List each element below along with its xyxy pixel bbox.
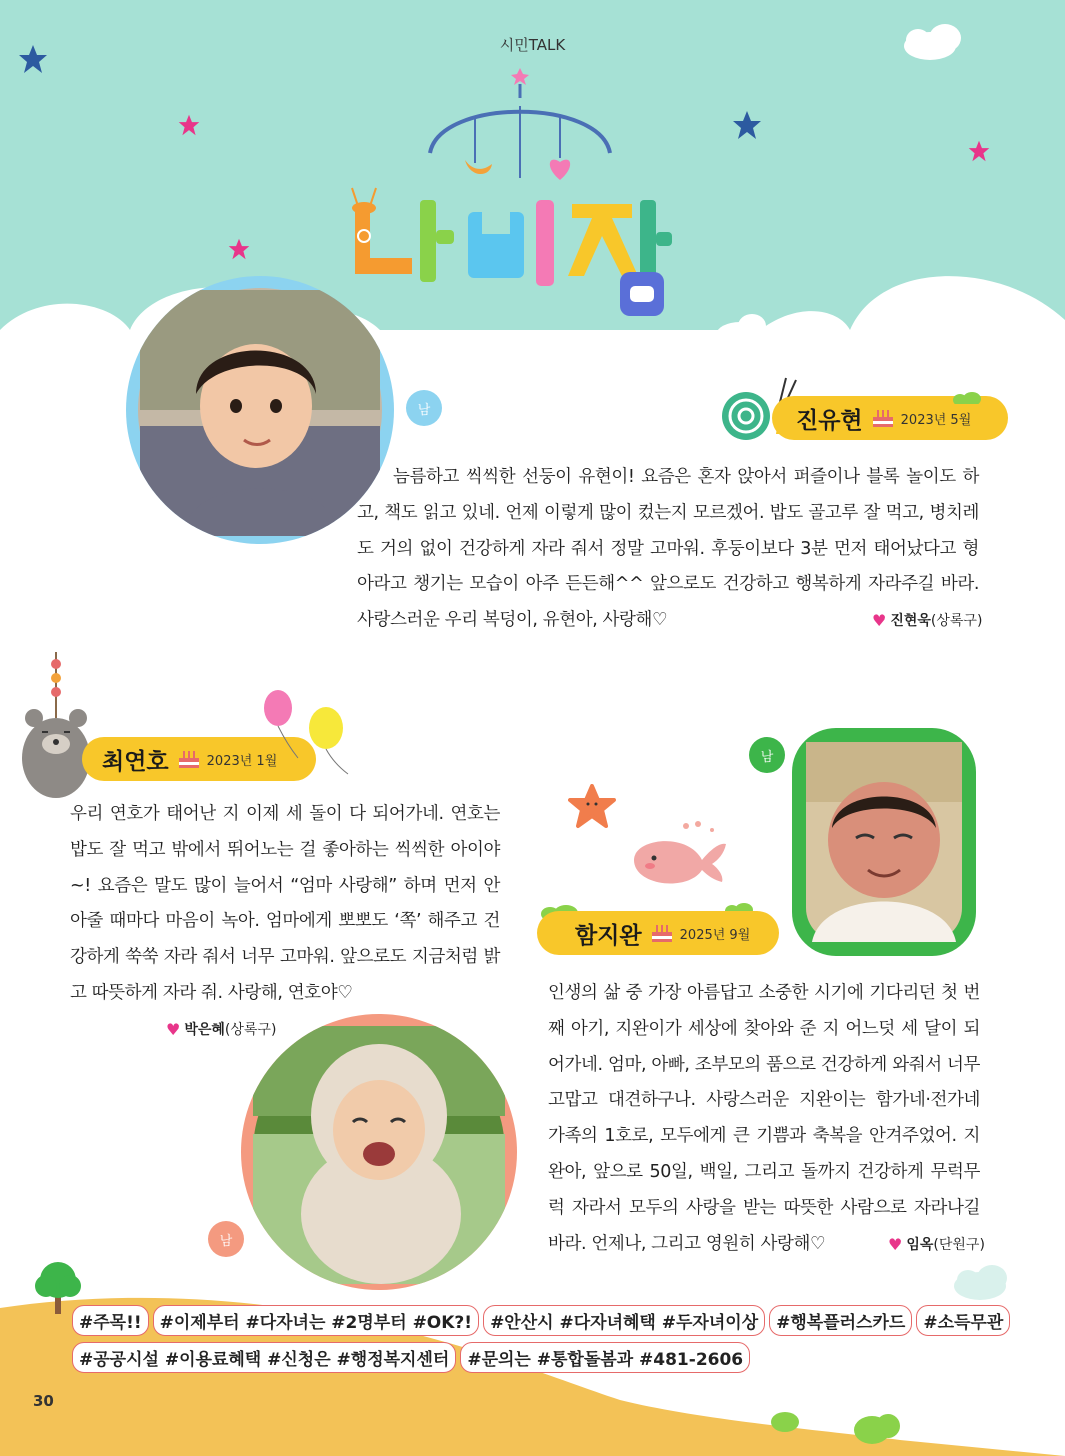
- grass-icon: [952, 390, 982, 404]
- message-yeonho: 우리 연호가 태어난 지 이제 세 돌이 다 되어가네. 연호는 밥도 잘 먹고 밖에서 뛰어노는 걸 좋아하는 씩씩한 아이야~! 요즘은 말도 많이 늘어서 “엄마 사랑해” 하며 먼저 안아줄 때마다 마음이 녹아. 엄마에게 뽀뽀도 ‘쪽’ 해주고 건강하게 쑥쑥 자라 줘서 너무 고마워. 앞으로도 지금처럼 밝고 따뜻하게 자라 줘. 사랑해, 연호야♡: [70, 804, 500, 1003]
- starfish-icon: [568, 784, 616, 830]
- signer-region: (상록구): [224, 1022, 277, 1038]
- hashtag-area: [72, 1305, 1004, 1379]
- signature-yeonho: [166, 1019, 276, 1039]
- cake-icon: [650, 922, 674, 944]
- signer-name: 박은혜: [184, 1022, 225, 1038]
- balloon-icon: [260, 688, 360, 778]
- hashtag-line-1: [72, 1305, 1004, 1336]
- name-bar-jiwan: [537, 911, 779, 955]
- gender-badge: 남: [406, 390, 442, 426]
- star-icon: [968, 140, 990, 162]
- signer-region: (상록구): [930, 613, 983, 629]
- birth-date: 2023년 5월: [900, 412, 972, 428]
- baby-name: 최연호: [102, 748, 169, 775]
- heart-icon: ♥: [166, 1019, 181, 1039]
- star-icon: [178, 114, 200, 136]
- baby-name: 진유현: [796, 407, 863, 434]
- message-yuhyeon: 늠름하고 씩씩한 선둥이 유현이! 요즘은 혼자 앉아서 퍼즐이나 블록 놀이도 하고, 책도 읽고 있네. 언제 이렇게 많이 컸는지 모르겠어. 밥도 골고루 잘 먹고, 병치레도 거의 없이 건강하게 자라 줘서 정말 고마워. 후둥이보다 3분 먼저 태어났다고 형아라고 챙기는 모습이 아주 든든해^^ 앞으로도 건강하고 행복하게 자라주길 바라. 사랑스러운 우리 복덩이, 유현아, 사랑해♡: [357, 467, 979, 631]
- hashtag: #소득무관: [916, 1305, 1010, 1336]
- heart-icon: ♥: [872, 610, 887, 630]
- hashtag: #문의는 #통합돌봄과 #481-2606: [460, 1342, 750, 1373]
- gender-badge: 남: [749, 737, 785, 773]
- baby-photo-yeonho: [241, 1014, 517, 1290]
- signature-yuhyeon: [872, 610, 982, 630]
- bear-icon: [20, 648, 92, 798]
- page-number: 30: [33, 1392, 54, 1410]
- hashtag: #공공시설 #이용료혜택 #신청은 #행정복지센터: [72, 1342, 456, 1373]
- birth-date: 2023년 1월: [206, 753, 278, 769]
- hashtag: #행복플러스카드: [769, 1305, 912, 1336]
- title-o-icon: [616, 268, 668, 320]
- butterfly-icon: [344, 184, 384, 214]
- hashtag-line-2: [72, 1342, 972, 1373]
- star-icon: [732, 110, 762, 140]
- hashtag: #주목!!: [72, 1305, 149, 1336]
- baby-name: 함지완: [575, 922, 642, 949]
- section-label: 시민TALK: [499, 36, 566, 54]
- star-icon: [228, 238, 250, 260]
- message-jiwan: 인생의 삶 중 가장 아름답고 소중한 시기에 기다리던 첫 번째 아기, 지완이가 세상에 찾아와 준 지 어느덧 세 달이 되어가네. 엄마, 아빠, 조부모의 품으로 건강하게 와줘서 너무 고맙고 대견하구나. 사랑스러운 지완이는 함가네·전가네 가족의 1호로, 모두에게 큰 기쁨과 축복을 안겨주었어. 지완아, 앞으로 50일, 백일, 그리고 돌까지 건강하게 무럭무럭 자라서 모두의 사랑을 받는 따뜻한 사람으로 자라나길 바라. 언제나, 그리고 영원히 사랑해♡: [548, 983, 980, 1254]
- gender-badge: 남: [208, 1221, 244, 1257]
- baby-photo-jiwan: [792, 728, 976, 956]
- hashtag: #이제부터 #다자녀는 #2명부터 #OK?!: [153, 1305, 479, 1336]
- whale-icon: [628, 820, 744, 892]
- signature-jiwan: [888, 1234, 985, 1254]
- birth-date: 2025년 9월: [679, 927, 751, 943]
- signer-name: 임옥: [906, 1237, 934, 1253]
- cake-icon: [177, 748, 201, 770]
- mobile-icon: [420, 68, 620, 188]
- hashtag: #안산시 #다자녀혜택 #두자녀이상: [483, 1305, 765, 1336]
- cake-icon: [871, 407, 895, 429]
- baby-photo-yuhyeon: [126, 276, 394, 544]
- heart-icon: ♥: [888, 1234, 903, 1254]
- signer-region: (단원구): [933, 1237, 985, 1253]
- signer-name: 진현욱: [890, 613, 931, 629]
